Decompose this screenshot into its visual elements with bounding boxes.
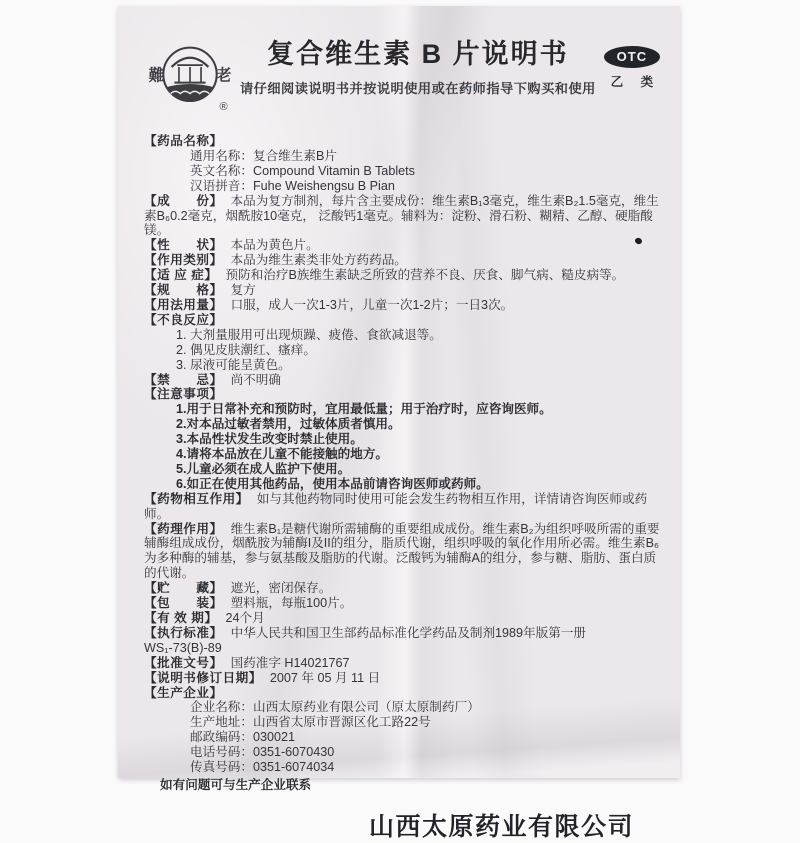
line-text: 塑料瓶，每瓶100片。: [230, 596, 353, 611]
line-text: 5.儿童必须在成人监护下使用。: [176, 461, 351, 476]
doc-line: [144, 432, 660, 447]
section-label: 【作用类别】: [144, 253, 223, 268]
section-label: 【生产企业】: [144, 685, 223, 700]
line-text: 如与其他药物同时使用可能会发生药物相互作用，详情请咨询医师或药师。: [144, 491, 648, 521]
section-label: 【药品名称】: [144, 134, 223, 148]
section-label: 【用法用量】: [144, 297, 223, 312]
line-text: 汉语拼音：Fuhe Weishengsu B Pian: [190, 178, 395, 193]
title-block: [240, 32, 596, 97]
line-text: 企业名称：山西太原药业有限公司（原太原制药厂）: [190, 700, 480, 715]
pavilion-logo-icon: [144, 40, 236, 116]
doc-line: [144, 417, 660, 432]
leaflet-paper: [118, 6, 680, 841]
doc-line: [144, 760, 660, 775]
doc-line: [144, 238, 660, 253]
doc-line: [144, 715, 660, 730]
doc-line: [144, 373, 660, 388]
line-text: 尚不明确: [230, 372, 281, 387]
section-label: 【批准文号】: [144, 655, 223, 670]
doc-line: [144, 343, 660, 358]
doc-line: [144, 492, 660, 522]
line-text: 电话号码：0351-6070430: [190, 745, 335, 760]
masthead: [144, 32, 660, 121]
section-label: 【药物相互作用】: [144, 491, 249, 506]
line-text: 2. 偶见皮肤潮红、瘙痒。: [176, 342, 316, 357]
registered-mark-icon: ®: [219, 101, 228, 114]
line-text: 生产地址：山西省太原市晋源区化工路22号: [190, 715, 431, 730]
doc-line: [144, 149, 660, 164]
logo-right-char: 老: [215, 67, 232, 85]
doc-line: [144, 268, 660, 283]
line-text: 本品为复方制剂，每片含主要成份：维生素B₁3毫克，维生素B₂1.5毫克，维生素B₆0.2毫克，烟酰胺10毫克， 泛酸钙1毫克。辅料为：淀粉、滑石粉、糊精、乙醇、硬脂酸镁。: [144, 193, 659, 238]
doc-line: [144, 611, 660, 626]
doc-line: [144, 402, 660, 417]
doc-line: [144, 730, 660, 745]
doc-line: [144, 179, 660, 194]
doc-line: [144, 358, 660, 373]
doc-line: [144, 298, 660, 313]
doc-line: [144, 671, 660, 686]
doc-line: [144, 778, 660, 793]
section-label: 【性 状】: [144, 238, 223, 253]
line-text: 2.对本品过敏者禁用，过敏体质者慎用。: [176, 417, 401, 432]
line-text: 遮光，密闭保存。: [230, 581, 332, 596]
line-text: 24个月: [225, 611, 265, 625]
section-label-line: [144, 387, 660, 402]
doc-line: [144, 656, 660, 671]
section-label: 【禁 忌】: [144, 372, 223, 387]
logo-left-char: 難: [148, 67, 165, 85]
doc-line: [144, 194, 660, 239]
doc-line: [144, 626, 660, 656]
line-text: 3. 尿液可能呈黄色。: [176, 357, 291, 372]
line-text: 英文名称：Compound Vitamin B Tablets: [190, 163, 415, 178]
document-body: [144, 134, 660, 793]
section-label-line: [144, 686, 660, 701]
line-text: 复方: [230, 283, 256, 298]
line-text: 本品为维生素类非处方药药品。: [230, 253, 407, 268]
line-text: 邮政编码：030021: [190, 730, 295, 745]
section-label: 【注意事项】: [144, 387, 223, 402]
doc-line: [144, 477, 660, 492]
section-label: 【执行标准】: [144, 625, 223, 640]
doc-line: [144, 745, 660, 760]
doc-line: [144, 462, 660, 477]
otc-class-label: 乙 类: [610, 75, 661, 89]
line-text: 2007 年 05 月 11 日: [269, 670, 381, 685]
section-label-line: [144, 134, 660, 149]
document-subtitle: 请仔细阅读说明书并按说明使用或在药师指导下购买和使用: [240, 81, 596, 96]
line-text: 预防和治疗B族维生素缺乏所致的营养不良、厌食、脚气病、糙皮病等。: [225, 268, 625, 283]
line-text: 3.本品性状发生改变时禁止使用。: [176, 432, 363, 447]
line-text: 通用名称：复合维生素B片: [190, 148, 337, 163]
brand-logo: [144, 32, 240, 121]
line-text: 本品为黄色片。: [230, 238, 319, 253]
doc-line: [144, 596, 660, 611]
line-text: 4.请将本品放在儿童不能接触的地方。: [176, 447, 389, 462]
doc-line: [144, 328, 660, 343]
section-label: 【药理作用】: [144, 521, 223, 536]
doc-line: [144, 581, 660, 596]
line-text: 维生素B₁是糖代谢所需辅酶的重要组成成份。维生素B₂为组织呼吸所需的重要辅酶组成成份，烟酰胺为辅酶I及II的组分，脂质代谢，组织呼吸的氧化作用所必需。维生素B₆为多种酶的辅基，参与氨基酸及脂肪的代谢。泛酸钙为辅酶A的组分，参与糖、脂肪、蛋白质的代谢。: [144, 521, 660, 581]
doc-line: [144, 253, 660, 268]
doc-line: [144, 522, 660, 582]
section-label-line: [144, 313, 660, 328]
doc-line: [144, 700, 660, 715]
line-text: 1. 大剂量服用可出现烦躁、疲倦、食欲减退等。: [176, 327, 442, 342]
line-text: 国药准字 H14021767: [230, 655, 350, 670]
document-title: 复合维生素 B 片说明书: [267, 39, 569, 69]
line-text: 1.用于日常补充和预防时，宜用最低量；用于治疗时，应咨询医师。: [176, 402, 552, 417]
line-text: 口服，成人一次1-3片，儿童一次1-2片；一日3次。: [230, 297, 514, 312]
otc-badge: OTC: [604, 46, 660, 68]
otc-block: [596, 32, 668, 90]
doc-line: [144, 164, 660, 179]
section-label: 【适 应 症】: [144, 268, 218, 283]
section-label: 【规 格】: [144, 283, 223, 298]
line-text: 如有问题可与生产企业联系: [160, 777, 312, 792]
section-label: 【成 份】: [144, 193, 223, 208]
section-label: 【不良反应】: [144, 312, 223, 327]
section-label: 【包 装】: [144, 596, 223, 611]
doc-line: [144, 283, 660, 298]
manufacturer-name: 山西太原药业有限公司: [369, 812, 635, 841]
doc-line: [144, 447, 660, 462]
line-text: 6.如正在使用其他药品，使用本品前请咨询医师或药师。: [176, 476, 489, 491]
line-text: 中华人民共和国卫生部药品标准化学药品及制剂1989年版第一册WS₁-73(B)-89: [144, 625, 587, 655]
line-text: 传真号码：0351-6074034: [190, 760, 335, 775]
section-label: 【有 效 期】: [144, 611, 218, 625]
section-label: 【贮 藏】: [144, 581, 223, 596]
section-label: 【说明书修订日期】: [144, 670, 262, 685]
